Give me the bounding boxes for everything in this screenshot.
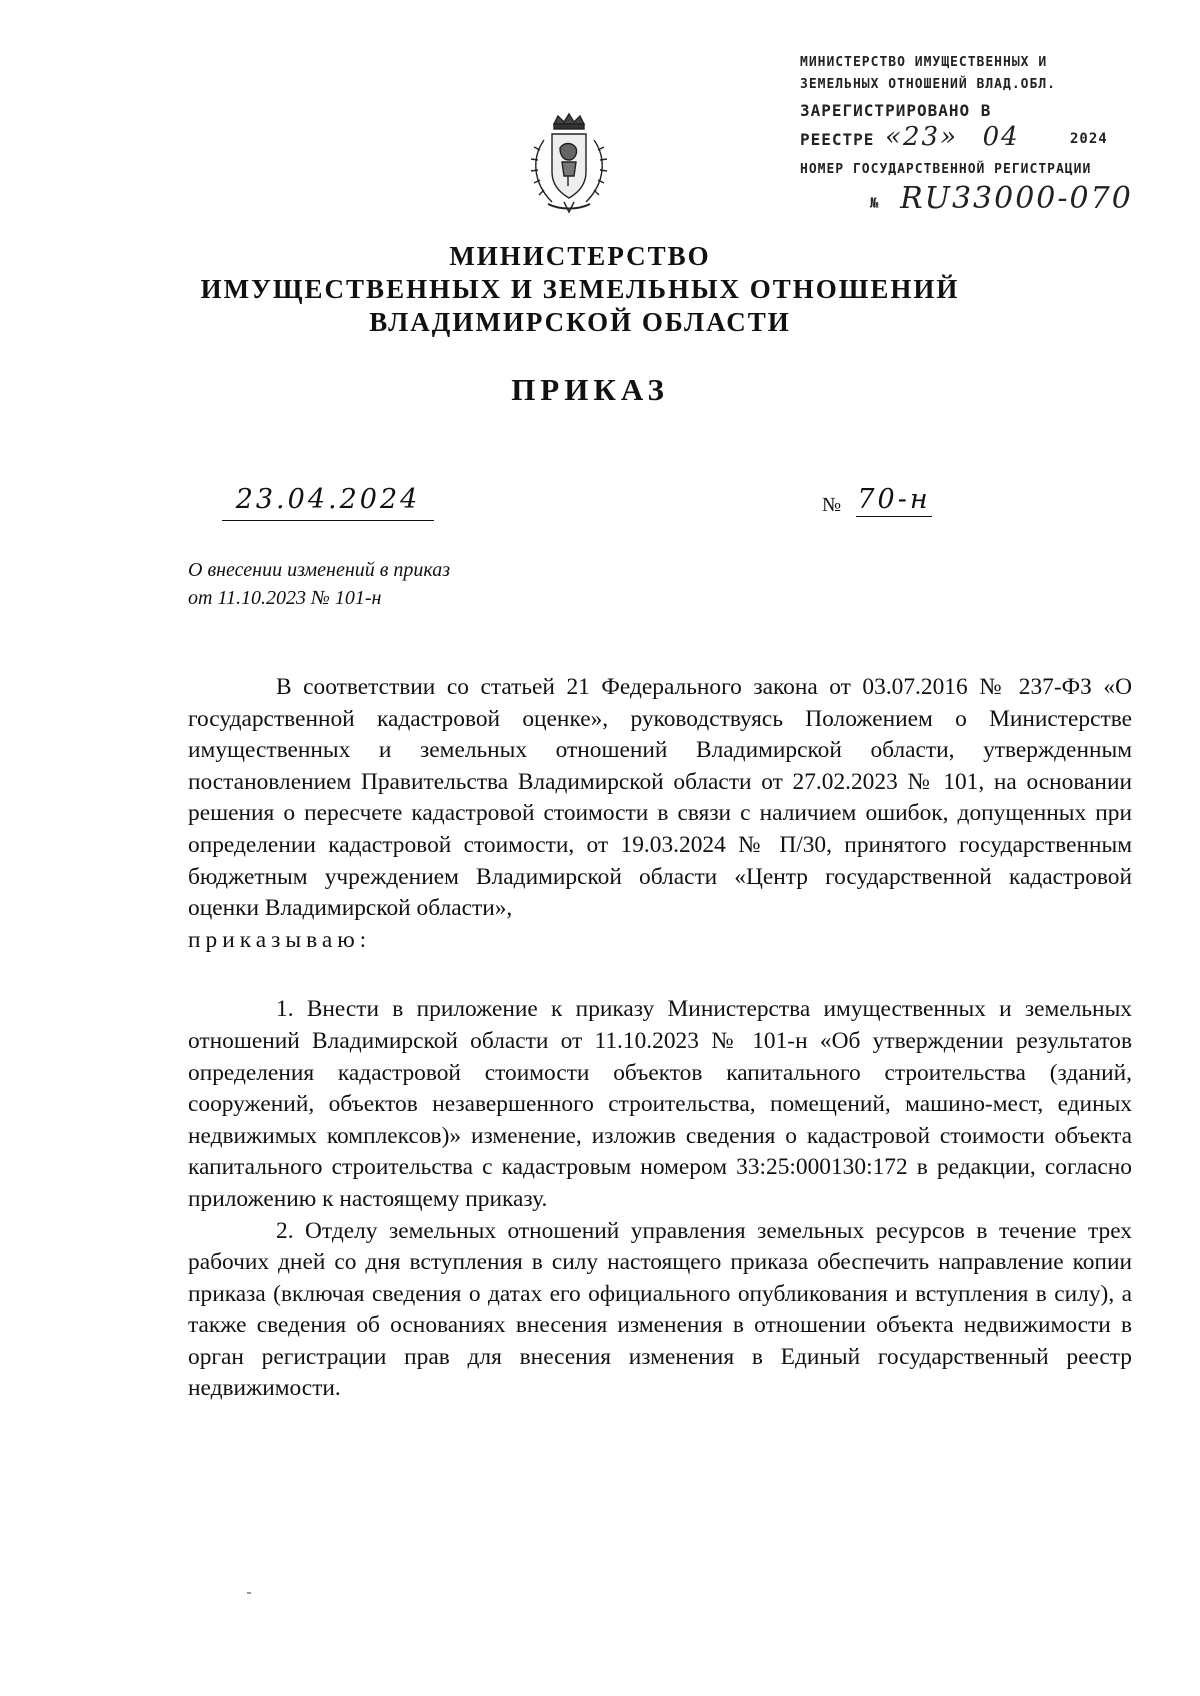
order-item-2: 2. Отделу земельных отношений управления земельных ресурсов в течение трех рабочих дней со дня вступления в силу настоящего приказа обеспечить направление копии приказа (включая сведения о датах его официального опубликования и вступления в силу), а также сведения об основаниях внесения изменения в отношении объекта недвижимости в орган регистрации прав для внесения изменения в Единый государственный реестр недвижимости. bbox=[188, 1217, 1132, 1402]
ministry-line-2: ИМУЩЕСТВЕННЫХ И ЗЕМЕЛЬНЫХ ОТНОШЕНИЙ bbox=[200, 274, 960, 304]
order-number-line bbox=[856, 484, 932, 517]
stamp-line-1: МИНИСТЕРСТВО ИМУЩЕСТВЕННЫХ И bbox=[800, 55, 1048, 70]
stamp-reg-number-label: НОМЕР ГОСУДАРСТВЕННОЙ РЕГИСТРАЦИИ bbox=[800, 162, 1092, 177]
order-body bbox=[188, 672, 1132, 1405]
ministry-line-3: ВЛАДИМИРСКОЙ ОБЛАСТИ bbox=[369, 307, 791, 337]
order-title: ПРИКАЗ bbox=[511, 372, 669, 407]
subject-line-2: от 11.10.2023 № 101-н bbox=[188, 587, 382, 609]
order-date-field bbox=[222, 484, 434, 521]
order-subject bbox=[188, 556, 608, 612]
scan-mark bbox=[247, 1592, 251, 1594]
stamp-reestr-year: 2024 bbox=[1070, 131, 1108, 147]
stamp-line-2: ЗЕМЕЛЬНЫХ ОТНОШЕНИЙ ВЛАД.ОБЛ. bbox=[800, 77, 1056, 92]
stamp-reestr-line bbox=[800, 124, 1160, 153]
order-number-label: № bbox=[822, 494, 842, 516]
stamp-reg-number-prefix: № bbox=[870, 195, 880, 212]
stamp-reg-number: RU33000-070 bbox=[900, 181, 1133, 216]
order-number-field bbox=[822, 484, 932, 520]
ministry-line-1: МИНИСТЕРСТВО bbox=[449, 241, 711, 271]
subject-line-1: О внесении изменений в приказ bbox=[188, 559, 451, 581]
order-number: 70-н bbox=[857, 484, 931, 515]
preamble-paragraph: В соответствии со статьей 21 Федерального закона от 03.07.2016 № 237-ФЗ «О государственной кадастровой оценке», руководствуясь Положением о Министерстве имущественных и земельных отношений Владимирской области, утвержденным постановлением Правительства Владимирской области от 27.02.2023 № 101, на основании решения о пересчете кадастровой стоимости в связи с наличием ошибок, допущенных при определении кадастровой стоимости, от 19.03.2024 № П/30, принятого государственным бюджетным учреждением Владимирской области «Центр государственной кадастровой оценки Владимирской области», bbox=[188, 674, 1132, 922]
ministry-header bbox=[140, 240, 1020, 339]
stamp-reg-number-line bbox=[870, 181, 1160, 216]
order-date: 23.04.2024 bbox=[235, 484, 421, 515]
order-item-1: 1. Внести в приложение к приказу Министерства имущественных и земельных отношений Владимирской области от 11.10.2023 № 101-н «Об утверждении результатов определения кадастровой стоимости объектов капитального строительства (зданий, сооружений, объектов незавершенного строительства, помещений, машино-мест, единых недвижимых комплексов)» изменение, изложив сведения о кадастровой стоимости объекта капитального строительства с кадастровым номером 33:25:000130:172 в редакции, согласно приложению к настоящему приказу. bbox=[188, 996, 1132, 1212]
stamp-reestr-day: «23» bbox=[885, 122, 958, 152]
stamp-line-3: ЗАРЕГИСТРИРОВАНО В bbox=[800, 101, 992, 120]
registration-stamp bbox=[800, 52, 1160, 216]
stamp-reestr-month: 04 bbox=[982, 122, 1020, 152]
decree-word: приказываю: bbox=[188, 926, 372, 953]
stamp-reestr-label: РЕЕСТРЕ bbox=[800, 130, 875, 149]
coat-of-arms-icon bbox=[524, 112, 614, 216]
